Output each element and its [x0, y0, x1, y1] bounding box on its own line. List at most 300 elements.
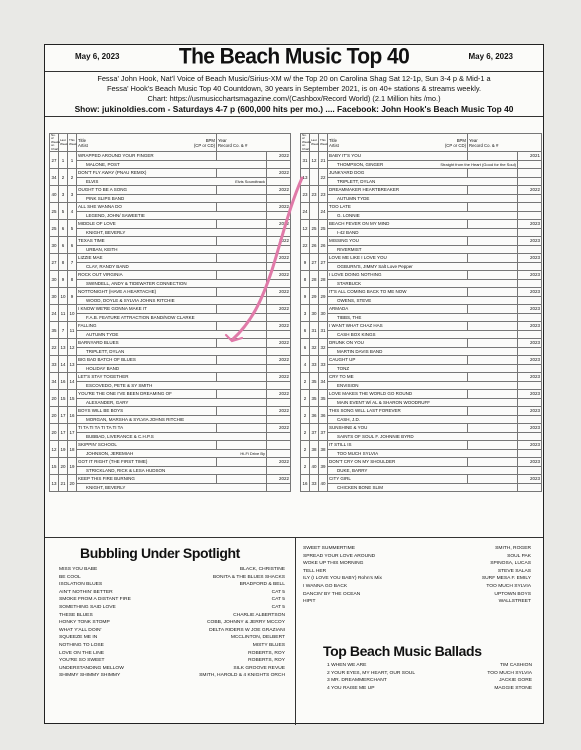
last-week-cell: 13: [59, 339, 68, 356]
list-song-title: SOMETHING SAID LOVE: [59, 604, 116, 610]
song-title: IT STILL IS: [328, 441, 468, 450]
last-week-cell: 23: [310, 186, 319, 203]
this-week-cell: 10: [68, 305, 77, 322]
record-company: Elvis Soundtrack: [235, 178, 265, 184]
this-week-cell: 13: [68, 356, 77, 373]
weeks-cell: 2: [301, 373, 310, 390]
this-week-cell: 36: [319, 407, 328, 424]
song-artist: TOO MUCH SYLVIA: [337, 450, 379, 456]
year-cell: 2022: [267, 305, 291, 314]
weeks-cell: 27: [50, 152, 59, 169]
year-cell: 2022: [267, 203, 291, 212]
last-week-cell: 27: [310, 254, 319, 271]
song-artist: STRICKLAND, RICK & LESA HUDSON: [86, 467, 166, 473]
last-week-cell: 3: [59, 186, 68, 203]
list-song-artist: CAT 5: [271, 604, 285, 610]
list-song-artist: UPTOWN BOYS: [494, 591, 531, 597]
last-week-cell: 6: [59, 237, 68, 254]
weeks-cell: 30: [50, 271, 59, 288]
last-week-cell: 28: [310, 271, 319, 288]
list-song-artist: ROBERTS, ROY: [248, 658, 285, 664]
list-song-artist: TIM CASHION: [499, 663, 532, 668]
last-week-cell: 5: [59, 203, 68, 220]
weeks-cell: 8: [301, 271, 310, 288]
title-header: Title: [78, 137, 86, 143]
weeks-cell: 24: [301, 203, 310, 220]
record-company: Straight from the Heart (Good for the Soul): [440, 161, 516, 167]
list-song-title: HIPIT: [303, 599, 316, 605]
list-song-title: MISS YOU BABE: [59, 567, 98, 572]
list-song-artist: MCCLINTON, DELBERT: [230, 635, 285, 641]
list-song-artist: STEVE SALAS: [497, 568, 531, 574]
this-week-cell: 34: [319, 373, 328, 390]
year-cell: 2022: [267, 271, 291, 280]
song-title: ROCK OUT VIRGINIA: [77, 271, 217, 280]
weeks-cell: 40: [50, 186, 59, 203]
song-artist: MALONE, POST: [86, 161, 120, 167]
this-week-cell: 11: [68, 322, 77, 339]
last-week-cell: 7: [59, 322, 68, 339]
ballads-title: Top Beach Music Ballads: [323, 643, 482, 659]
list-song-artist: SPINOSA, LUCAS: [490, 561, 531, 567]
this-week-cell: 21: [319, 152, 328, 169]
year-cell: 2022: [267, 424, 291, 433]
this-week-cell: 1: [68, 152, 77, 169]
weeks-cell: 22: [50, 339, 59, 356]
list-song-title: ILY (I LOVE YOU BABY) Rohn's Mix: [303, 576, 382, 582]
year-cell: 2023: [518, 271, 542, 280]
song-artist: SAINTS OF SOUL F. JOHNNIE BYRD: [337, 433, 414, 439]
song-artist: I-42 BAND: [337, 229, 359, 235]
last-week-cell: 35: [310, 390, 319, 407]
this-week-cell: 32: [319, 339, 328, 356]
list-song-title: 3 MR. DREAMMERCHANT: [327, 678, 387, 684]
weeks-cell: 34: [50, 169, 59, 186]
this-week-cell: 35: [319, 390, 328, 407]
list-song-artist: TOO MUCH SYLVIA: [486, 583, 531, 589]
year-cell: 2023: [518, 322, 542, 331]
weeks-cell: 30: [50, 288, 59, 305]
list-song-title: DANCIN' BY THE OCEAN: [303, 591, 361, 597]
song-artist: G. LONNIE: [337, 212, 360, 218]
song-title: TOO LATE: [328, 203, 468, 212]
year-cell: 2022: [267, 407, 291, 416]
year-cell: 2023: [518, 305, 542, 314]
this-week-cell: 31: [319, 322, 328, 339]
page-title: The Beach Music Top 40: [178, 44, 410, 69]
list-song-title: I WANNA GO BACK: [303, 583, 348, 589]
song-title: THIS SONG WILL LAST FOREVER: [328, 407, 468, 416]
song-title: LET'S STAY TOGETHER: [77, 373, 217, 382]
last-week-cell: 11: [59, 305, 68, 322]
this-week-cell: 3: [68, 186, 77, 203]
list-song-title: HONKY TONK STOMP: [59, 620, 110, 626]
list-song-title: 2 YOUR EYES, MY HEART, OUR SOUL: [327, 670, 416, 676]
year-cell: 2022: [267, 373, 291, 382]
weeks-cell: 9: [301, 254, 310, 271]
this-week-cell: 27: [319, 254, 328, 271]
this-week-cell: 19: [68, 458, 77, 475]
song-title: SUNSHINE & YOU: [328, 424, 468, 433]
list-song-title: SWEET SUMMERTIME: [303, 546, 355, 551]
list-song-artist: MAGGIE STONE: [494, 685, 532, 691]
last-week-cell: 6: [59, 220, 68, 237]
list-song-title: SHIMMY SHIMMY SHIMMY: [59, 673, 121, 679]
list-song-title: NOTHING TO LOSE: [59, 642, 104, 648]
song-artist: MARTIN DAVIS BAND: [337, 348, 383, 354]
title-header: Title: [329, 137, 337, 143]
weeks-cell: 31: [301, 152, 310, 169]
weeks-cell: 30: [50, 237, 59, 254]
bpm-header: BPM: [205, 137, 215, 143]
this-week-cell: 17: [68, 424, 77, 441]
song-artist: RIVERMIST: [337, 246, 362, 252]
weeks-cell: 3: [301, 305, 310, 322]
list-song-artist: COBB, JOHNNY & JERRY MCCOY: [207, 620, 285, 626]
this-week-cell: 12: [68, 339, 77, 356]
list-song-artist: ROBERTS, ROY: [248, 650, 285, 656]
weeks-cell: 15: [50, 458, 59, 475]
last-week-cell: 36: [310, 407, 319, 424]
last-week-cell: 2: [59, 169, 68, 186]
year-cell: 2023: [518, 424, 542, 433]
this-week-cell: 8: [68, 271, 77, 288]
last-week-cell: 16: [59, 373, 68, 390]
weeks-cell: 12: [50, 441, 59, 458]
song-title: IT'S ALL COMING BACK TO ME NOW: [328, 288, 468, 297]
song-artist: TONZ: [337, 365, 350, 371]
song-title: MISSING YOU: [328, 237, 468, 246]
last-week-cell: 17: [59, 407, 68, 424]
song-title: LOVE MAKES THE WORLD GO ROUND: [328, 390, 468, 399]
last-week-cell: 40: [310, 458, 319, 475]
year-cell: 2023: [518, 220, 542, 229]
last-week-cell: 32: [310, 339, 319, 356]
list-song-artist: CAT 5: [271, 589, 285, 595]
song-artist: URBAN, KEITH: [86, 246, 118, 252]
weeks-cell: 20: [50, 407, 59, 424]
song-artist: WOOD, DOYLE & SYLVIA JOHNS RITCHIE: [86, 297, 175, 303]
weeks-cell: 2: [301, 407, 310, 424]
song-title: JUNKYARD DOG: [328, 169, 468, 178]
this-week-cell: 9: [68, 288, 77, 305]
last-week-cell: 33: [310, 356, 319, 373]
weeks-cell: 13: [301, 169, 310, 186]
song-artist: LEGEND, JOHN/ SAWEETIE: [86, 212, 145, 218]
song-artist: F.A.B. FEATURE ATTRACTION BAND/NOW CLARKE: [86, 314, 195, 320]
this-week-cell: 26: [319, 237, 328, 254]
list-song-title: 4 YOU RAISE ME UP: [327, 685, 375, 691]
last-week-cell: 19: [59, 441, 68, 458]
song-artist: MAIN EVENT W/ AL & SHARON WOODRUFF: [337, 399, 431, 405]
song-artist: KNIGHT, BEVERLY: [86, 229, 126, 235]
weeks-cell: 4: [301, 356, 310, 373]
last-week-cell: 26: [310, 237, 319, 254]
song-title: TI TA TI TA TI TA TI TA: [77, 424, 217, 433]
issue-date-left: May 6, 2023: [75, 52, 120, 61]
weeks-cell: 35: [50, 322, 59, 339]
list-song-artist: SILK GROOVE REVUE: [233, 665, 285, 671]
list-song-artist: BRADFORD & BELL: [239, 582, 285, 588]
year-cell: 2023: [518, 390, 542, 399]
list-song-title: 1 WHEN WE ARE: [327, 663, 367, 668]
last-week-cell: 10: [59, 288, 68, 305]
this-week-cell: 6: [68, 237, 77, 254]
year-cell: 2023: [518, 475, 542, 484]
song-artist: ELVIS: [86, 178, 99, 184]
song-artist: AUTUMN TYDE: [337, 195, 370, 201]
year-cell: 2023: [518, 254, 542, 263]
last-week-cell: 8: [59, 254, 68, 271]
this-week-cell: 5: [68, 220, 77, 237]
song-title: GOT IT RIGHT (THE FIRST TIME): [77, 458, 217, 467]
record-company: Hi-Fi Drive By: [240, 450, 265, 456]
list-song-title: TELL HER: [303, 568, 327, 574]
this-week-cell: 33: [319, 356, 328, 373]
list-song-title: SMOKE FROM A DISTANT FIRE: [59, 597, 131, 603]
this-week-cell: 25: [319, 220, 328, 237]
list-song-artist: SMITH, ROGER: [495, 546, 531, 551]
song-artist: TRIPLETT, DYLAN: [86, 348, 125, 354]
song-title: CRY TO ME: [328, 373, 468, 382]
last-week-header: Last Week: [310, 134, 319, 152]
song-title: DREAMMAKER HEARTBREAKER: [328, 186, 468, 195]
song-title: BABY IT'S YOU: [328, 152, 468, 161]
weeks-cell: 22: [301, 237, 310, 254]
this-week-cell: 37: [319, 424, 328, 441]
this-week-header: This Week: [319, 134, 328, 152]
song-artist: DUKE, BARRY: [337, 467, 368, 473]
last-week-cell: 37: [310, 424, 319, 441]
list-song-artist: CHARLIE ALBERTSON: [233, 612, 285, 618]
info-line: Fessa' Hook's Beach Music Top 40 Countdown, 30 years in September 2021, is on 40+ stations & streams weekly.: [106, 84, 482, 93]
song-title: OUGHT TO BE A SONG: [77, 186, 217, 195]
song-artist: CASH, J.D.: [337, 416, 361, 422]
song-artist: HOLIDAY BAND: [86, 365, 120, 371]
year-cell: 2022: [267, 322, 291, 331]
bpm-header: BPM: [456, 137, 466, 143]
this-week-cell: 18: [68, 441, 77, 458]
weeks-cell: 34: [50, 373, 59, 390]
song-title: DON'T CRY ON MY SHOULDER: [328, 458, 468, 467]
list-song-artist: SMITH, HAROLD & 4 KNIGHTS ORCH: [199, 673, 285, 679]
song-title: CITY GIRL: [328, 475, 468, 484]
weeks-cell: 20: [50, 424, 59, 441]
song-artist: SWINDELL, ANDY & TIDEWATER CONNECTION: [86, 280, 187, 286]
this-week-cell: 30: [319, 305, 328, 322]
year-cell: 2023: [518, 237, 542, 246]
year-cell: 2022: [267, 169, 291, 178]
this-week-cell: 14: [68, 373, 77, 390]
song-title: I KNOW WE'RE GONNA MAKE IT: [77, 305, 217, 314]
song-title: SKIPPIN' SCHOOL: [77, 441, 217, 450]
year-cell: 2022: [267, 339, 291, 348]
song-artist: STARBUCK: [337, 280, 362, 286]
year-cell: 2022: [267, 475, 291, 484]
song-artist: JOHNSON, JEREMIAH: [86, 450, 134, 456]
weeks-cell: 2: [301, 458, 310, 475]
this-week-cell: 40: [319, 475, 328, 492]
last-week-cell: 33: [310, 475, 319, 492]
last-week-cell: 15: [59, 390, 68, 407]
song-artist: MORGAN, MARSHA & SYLVIA JOHNS RITCHIE: [86, 416, 185, 422]
issue-date-right: May 6, 2023: [468, 52, 513, 61]
show-line: Show: jukinoldies.com - Saturdays 4-7 p (600,000 hits per mo.) .... Facebook: John Hook's Beach Music Top 40: [74, 104, 514, 114]
info-line: Chart: https://usmusicchartsmagazine.com/(Cashbox/Record World) (2.1 Million hits /mo.): [147, 94, 441, 103]
song-title: DRUNK ON YOU: [328, 339, 468, 348]
weeks-cell: 24: [50, 305, 59, 322]
list-song-artist: WALLSTREET: [498, 599, 531, 605]
weeks-cell: 9: [301, 288, 310, 305]
weeks-cell: 2: [301, 390, 310, 407]
song-title: NOTTONIGHT (HAVE A HEARTACHE): [77, 288, 217, 297]
last-week-cell: 1: [59, 152, 68, 169]
year-cell: 2022: [267, 237, 291, 246]
bubbling-under-title: Bubbling Under Spotlight: [80, 545, 240, 561]
list-song-title: BE COOL: [59, 574, 81, 580]
year-cell: 2023: [518, 458, 542, 467]
song-title: ARMADA: [328, 305, 468, 314]
weeks-cell: 2: [301, 441, 310, 458]
last-week-cell: 31: [310, 322, 319, 339]
weeks-cell: 20: [50, 390, 59, 407]
list-song-title: SQUEEZE ME IN: [59, 635, 98, 641]
year-cell: 2023: [518, 339, 542, 348]
list-song-artist: BLACK, CHRISTINE: [239, 567, 285, 572]
weeks-cell: 13: [50, 475, 59, 492]
year-cell: 2023: [518, 356, 542, 365]
list-song-artist: TOO MUCH SYLVIA: [487, 670, 532, 676]
list-song-title: THESE BLUES: [59, 612, 93, 618]
info-line: Fessa' John Hook, Nat'l Voice of Beach Music/Sirius-XM w/ the Top 20 on Carolina Shag Sat 12-1p, Sun 3-4 p & Mid-1 a: [97, 74, 491, 83]
year-cell: 2022: [267, 220, 291, 229]
this-week-cell: 15: [68, 390, 77, 407]
song-title: I WANT WHAT CHAZ HAS: [328, 322, 468, 331]
song-artist: TIBBS, THE: [337, 314, 362, 320]
song-title: BOYS WILL BE BOYS: [77, 407, 217, 416]
list-song-artist: SOUL PAK: [507, 553, 531, 559]
last-week-cell: 21: [59, 475, 68, 492]
this-week-cell: 29: [319, 288, 328, 305]
list-song-title: YOU'RE SO SWEET: [59, 658, 105, 664]
list-song-title: WHAT Y'ALL DOIN': [59, 627, 102, 633]
song-artist: TRIPLETT, DYLAN: [337, 178, 376, 184]
last-week-cell: 38: [310, 441, 319, 458]
year-header: Year: [469, 137, 478, 143]
song-title: BARNYARD BLUES: [77, 339, 217, 348]
this-week-cell: 39: [319, 458, 328, 475]
record-header: Record Co. & #: [218, 142, 248, 148]
last-week-cell: 12: [310, 152, 319, 169]
song-artist: THOMPSON, GINGER: [337, 161, 384, 167]
song-artist: CHICKEN BONE SLIM: [337, 484, 384, 490]
this-week-cell: 23: [319, 186, 328, 203]
song-title: BIG BAD BATCH OF BLUES: [77, 356, 217, 365]
year-header: Year: [218, 137, 227, 143]
list-song-title: LOVE ON THE LINE: [59, 650, 105, 656]
record-header: Record Co. & #: [469, 142, 499, 148]
list-song-title: WOKE UP THIS MORNING: [303, 561, 364, 567]
list-song-artist: CAT 5: [271, 597, 285, 603]
weeks-cell: 6: [301, 322, 310, 339]
last-week-header: Last Week: [59, 134, 68, 152]
this-week-cell: 7: [68, 254, 77, 271]
year-cell: 2023: [518, 288, 542, 297]
song-title: BEACH FEVER ON MY MIND: [328, 220, 468, 229]
song-title: I LOVE DOING NOTHING: [328, 271, 468, 280]
song-title: DON'T FLY AWAY (PNAU REMIX): [77, 169, 217, 178]
list-song-artist: JACKIE GORE: [499, 678, 532, 684]
year-cell: 2023: [518, 441, 542, 450]
song-title: KEEP THIS FIRE BURNING: [77, 475, 217, 484]
song-artist: CASH BOX KINGS: [337, 331, 376, 337]
this-week-cell: 20: [68, 475, 77, 492]
song-artist: AUTUMN TYDE: [86, 331, 119, 337]
this-week-cell: 2: [68, 169, 77, 186]
song-title: ALL SHE WANNA DO: [77, 203, 217, 212]
weeks-cell: 25: [50, 203, 59, 220]
artist-header: Artist: [78, 142, 88, 148]
list-song-title: AIN'T NOTHIN' BETTER: [59, 589, 113, 595]
list-song-title: ISOLATION BLUES: [59, 582, 103, 588]
arrow-stroke: [232, 178, 302, 340]
artist-header: Artist: [329, 142, 339, 148]
year-cell: 2022: [267, 356, 291, 365]
list-song-artist: DELTA RIDERS W JOE GRAZIANI: [209, 627, 285, 633]
last-week-cell: 29: [310, 288, 319, 305]
this-week-cell: 28: [319, 271, 328, 288]
last-week-cell: 9: [59, 271, 68, 288]
last-week-cell: 20: [59, 458, 68, 475]
year-cell: 2022: [267, 288, 291, 297]
song-artist: OGBURN'S, JIMMY Salt Love Pepper: [337, 263, 413, 269]
song-title: WRAPPED AROUND YOUR FINGER: [77, 152, 217, 161]
weeks-cell: 27: [50, 254, 59, 271]
this-week-cell: 24: [319, 203, 328, 220]
year-cell: 2023: [518, 407, 542, 416]
last-week-cell: 35: [310, 373, 319, 390]
song-title: MIDDLE OF LOVE: [77, 220, 217, 229]
song-artist: CLAY, RANDY BAND: [86, 263, 129, 269]
this-week-cell: 4: [68, 203, 77, 220]
last-week-cell: 17: [59, 424, 68, 441]
last-week-cell: 25: [310, 220, 319, 237]
song-artist: ALEXANDER, GARY: [86, 399, 129, 405]
year-cell: 2022: [267, 458, 291, 467]
weeks-on-chart-header: No. of Weeks on Chart: [302, 133, 312, 151]
song-title: TEXAS TIME: [77, 237, 217, 246]
list-song-title: UNDERSTANDING MELLOW: [59, 665, 124, 671]
song-artist: ENVISION: [337, 382, 359, 388]
year-cell: 2022: [518, 186, 542, 195]
song-title: CAUGHT UP: [328, 356, 468, 365]
list-song-artist: SURF MESA F. EMILY: [481, 576, 531, 582]
this-week-cell: 16: [68, 407, 77, 424]
weeks-cell: 2: [301, 424, 310, 441]
list-song-title: SPREAD YOUR LOVE AROUND: [303, 553, 376, 559]
weeks-cell: 6: [301, 339, 310, 356]
song-title: LOVE ME LIKE I LOVE YOU: [328, 254, 468, 263]
weeks-cell: 12: [301, 220, 310, 237]
last-week-cell: 14: [59, 356, 68, 373]
this-week-cell: 38: [319, 441, 328, 458]
weeks-on-chart-header: No. of Weeks on Chart: [51, 133, 61, 151]
list-song-artist: BONITA & THE BLUES SHACKS: [212, 574, 285, 580]
song-title: YOU'RE THE ONE I'VE BEEN DREAMING OF: [77, 390, 217, 399]
song-artist: KNIGHT, BEVERLY: [86, 484, 126, 490]
song-title: FALLING: [77, 322, 217, 331]
bpm-sub-header: (CP or CD): [193, 142, 215, 148]
